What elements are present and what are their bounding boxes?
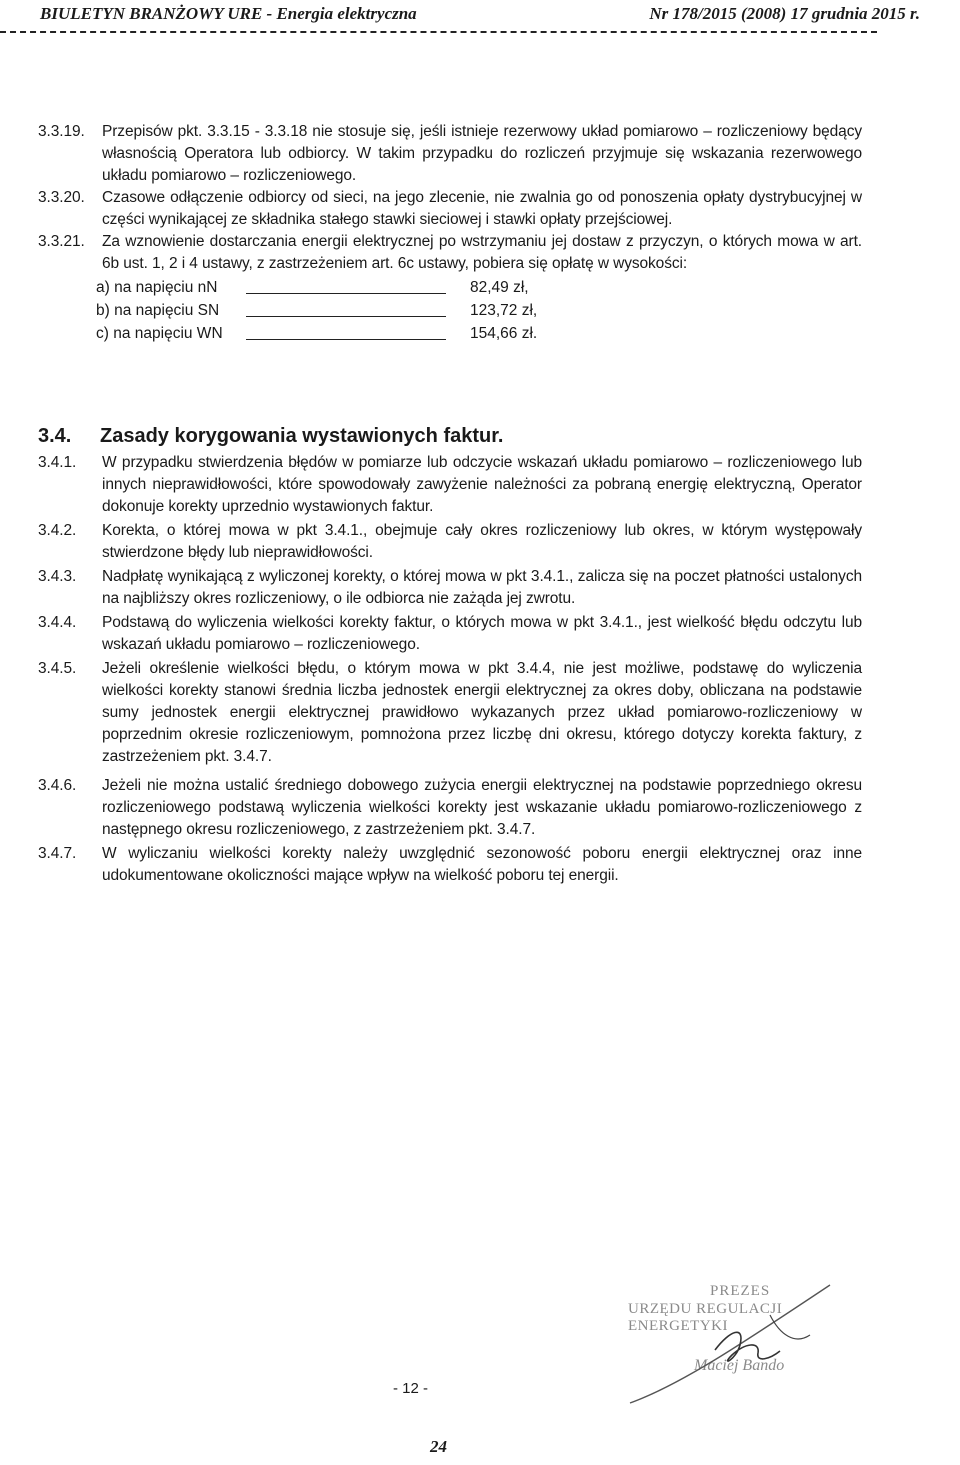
fee-value: 154,66 zł. bbox=[470, 325, 538, 342]
clause-text: Jeżeli określenie wielkości błędu, o którym mowa w pkt 3.4.4, nie jest możliwe, podstawę do wyliczenia wielkości korekty stanowi średnia liczba jednostek energii elektrycznej za okres doby, obliczana na podstawie sumy jednostek energii elektrycznej prawidłowo wykazanych przez układ pomiarowo-rozliczeniowy w poprzednim okresie rozliczeniowym, pomnożona przez liczbę dni okresu, którego dotyczy korekta faktury, z zastrzeżeniem pkt. 3.4.7. bbox=[102, 660, 862, 765]
clause-number: 3.4.3. bbox=[38, 568, 77, 585]
fee-row-nn bbox=[96, 277, 556, 299]
clause-text: Czasowe odłączenie odbiorcy od sieci, na jego zlecenie, nie zwalnia go od ponoszenia opłaty dystrybucyjnej w części wynikającej ze składnika stałego stawki sieciowej i stawki opłaty przejściowej. bbox=[102, 189, 862, 228]
clause-number: 3.3.20. bbox=[38, 189, 85, 206]
clause-3-4-3 bbox=[38, 566, 868, 610]
fee-label: c) na napięciu WN bbox=[96, 325, 223, 342]
fee-leader-line bbox=[246, 339, 446, 340]
bulletin-page-number: 24 bbox=[430, 1437, 447, 1456]
section-number: 3.4. bbox=[38, 425, 72, 447]
stamp-line-name: Maciej Bando bbox=[694, 1357, 785, 1374]
fee-value: 82,49 zł, bbox=[470, 279, 529, 296]
clause-number: 3.4.4. bbox=[38, 614, 77, 631]
official-stamp bbox=[620, 1275, 870, 1405]
clause-3-4-6 bbox=[38, 775, 868, 841]
header-issue: Nr 178/2015 (2008) 17 grudnia 2015 r. bbox=[649, 4, 920, 23]
clause-number: 3.4.1. bbox=[38, 454, 77, 471]
clause-number: 3.3.21. bbox=[38, 233, 85, 250]
clause-number: 3.4.2. bbox=[38, 522, 77, 539]
clause-3-4-2 bbox=[38, 520, 868, 564]
clause-text: W wyliczaniu wielkości korekty należy uwzględnić sezonowość poboru energii elektrycznej oraz inne udokumentowane okoliczności mające wpływ na wielkość poboru tej energii. bbox=[102, 845, 862, 884]
page-number: - 12 - bbox=[393, 1380, 429, 1397]
fee-value: 123,72 zł, bbox=[470, 302, 538, 319]
header-title: BIULETYN BRANŻOWY URE - Energia elektryczna bbox=[40, 4, 417, 23]
bulletin-header bbox=[40, 4, 920, 30]
clause-3-3-20 bbox=[38, 187, 868, 231]
fee-row-sn bbox=[96, 300, 556, 322]
clause-3-4-7 bbox=[38, 843, 868, 887]
fee-label: b) na napięciu SN bbox=[96, 302, 220, 319]
clause-text: Korekta, o której mowa w pkt 3.4.1., obejmuje cały okres rozliczeniowy lub okres, w którym występowały stwierdzone błędy lub nieprawidłowości. bbox=[102, 522, 862, 561]
fee-leader-line bbox=[246, 293, 446, 294]
stamp-line-office: URZĘDU REGULACJI ENERGETYKI bbox=[628, 1301, 783, 1334]
clause-3-4-1 bbox=[38, 452, 868, 518]
clause-3-4-5 bbox=[38, 658, 868, 768]
header-divider bbox=[0, 31, 877, 36]
clause-number: 3.4.7. bbox=[38, 845, 77, 862]
signature-icon bbox=[620, 1275, 870, 1405]
clause-number: 3.3.19. bbox=[38, 123, 85, 140]
clause-text: W przypadku stwierdzenia błędów w pomiarze lub odczycie wskazań układu pomiarowo – rozliczeniowego lub innych nieprawidłowości, które spowodowały zawyżenie należności za pobraną energię elektryczną, Operator dokonuje korekty uprzednio wystawionych faktur. bbox=[102, 454, 862, 515]
clause-3-4-4 bbox=[38, 612, 868, 656]
clause-number: 3.4.5. bbox=[38, 660, 77, 677]
clause-text: Za wznowienie dostarczania energii elektrycznej po wstrzymaniu jej dostaw z przyczyn, o których mowa w art. 6b ust. 1, 2 i 4 ustawy, z zastrzeżeniem art. 6c ustawy, pobiera się opłatę w wysokości: bbox=[102, 233, 862, 272]
fee-leader-line bbox=[246, 316, 446, 317]
clause-text: Nadpłatę wynikającą z wyliczonej korekty, o której mowa w pkt 3.4.1., zalicza się na poczet płatności ustalonych na najbliższy okres rozliczeniowy, o ile odbiorca nie zażąda jej zwrotu. bbox=[102, 568, 862, 607]
clause-3-3-19 bbox=[38, 121, 868, 187]
clause-text: Przepisów pkt. 3.3.15 - 3.3.18 nie stosuje się, jeśli istnieje rezerwowy układ pomiarowo – rozliczeniowy będący własnością Operatora lub odbiorcy. W takim przypadku do rozliczeń przyjmuje się wskazania rezerwowego układu pomiarowo – rozliczeniowego. bbox=[102, 123, 862, 184]
clause-text: Podstawą do wyliczenia wielkości korekty faktur, o których mowa w pkt 3.4.1., jest wielkość błędu odczytu lub wskazań układu pomiarowo – rozliczeniowego. bbox=[102, 614, 862, 653]
clause-3-3-21 bbox=[38, 231, 868, 275]
fee-label: a) na napięciu nN bbox=[96, 279, 218, 296]
clause-text: Jeżeli nie można ustalić średniego dobowego zużycia energii elektrycznej na podstawie poprzedniego okresu rozliczeniowego podstawą wyliczenia wielkości korekty jest wskazanie układu pomiarowo-rozliczeniowego z następnego okresu rozliczeniowego, z zastrzeżeniem pkt. 3.4.7. bbox=[102, 777, 862, 838]
fee-row-wn bbox=[96, 323, 556, 345]
clause-number: 3.4.6. bbox=[38, 777, 77, 794]
stamp-line-title: PREZES bbox=[710, 1283, 771, 1299]
section-title: Zasady korygowania wystawionych faktur. bbox=[100, 425, 504, 447]
